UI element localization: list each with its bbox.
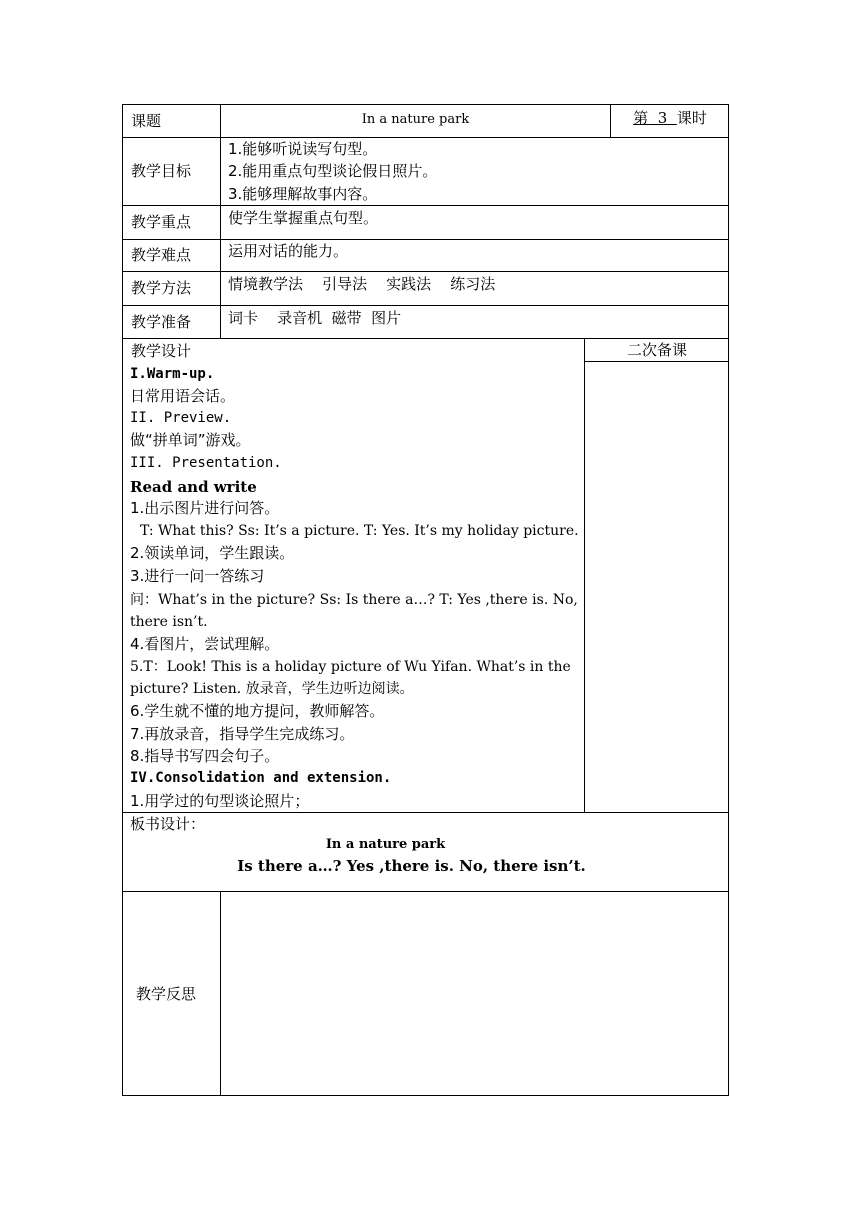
presentation-title: III. Presentation.: [130, 455, 282, 471]
step-dialog: T: What this? Ss: It’s a picture. T: Yes. It’s my holiday picture.: [140, 523, 579, 539]
objective-item: 2.能用重点句型谈论假日照片。: [228, 162, 438, 180]
lesson-number: [611, 107, 729, 128]
reflection-content: [222, 893, 727, 1094]
step-dialog: there isn’t.: [130, 614, 208, 630]
row-divider: [122, 812, 729, 813]
preparation-label: 教学准备: [131, 313, 192, 331]
step-text: 1.出示图片进行问答。: [130, 499, 280, 517]
key-points-label: 教学重点: [131, 213, 192, 231]
consolidation-title: IV.Consolidation and extension.: [130, 770, 392, 786]
row-divider: [122, 305, 729, 306]
design-label: 教学设计: [131, 342, 192, 360]
preparation-text: 词卡 录音机 磁带 图片: [228, 309, 402, 327]
key-points-text: 使学生掌握重点句型。: [228, 209, 379, 227]
step-text: picture? Listen. 放录音，学生边听边阅读。: [130, 681, 414, 697]
board-title: In a nature park: [325, 837, 446, 852]
row-divider: [122, 891, 729, 892]
column-divider: [220, 891, 221, 1096]
warmup-text: 日常用语会话。: [130, 387, 236, 405]
preview-text: 做“拼单词”游戏。: [130, 431, 251, 449]
step-text: 6.学生就不懂的地方提问，教师解答。: [130, 702, 385, 720]
step-text: 7.再放录音，指导学生完成练习。: [130, 725, 355, 743]
row-divider: [122, 338, 729, 339]
row-divider: [122, 205, 729, 206]
column-divider: [584, 338, 585, 812]
lesson-prefix: 第: [633, 109, 649, 127]
board-sentence: Is there a…? Yes ,there is. No, there isn’t.: [237, 857, 586, 875]
second-prep-label: 二次备课: [626, 341, 687, 359]
step-text: 3.进行一问一答练习: [130, 567, 265, 585]
objective-item: 3.能够理解故事内容。: [228, 185, 378, 203]
lesson-number-value: 3: [657, 109, 668, 127]
board-label: 板书设计：: [130, 815, 206, 833]
objectives-label: 教学目标: [131, 162, 192, 180]
reflection-label: 教学反思: [136, 985, 197, 1003]
column-divider: [220, 104, 221, 338]
lesson-suffix: 课时: [676, 109, 707, 127]
step-text: 8.指导书写四会句子。: [130, 747, 280, 765]
row-divider: [122, 271, 729, 272]
difficulties-label: 教学难点: [131, 246, 192, 264]
step-text: 5.T：Look! This is a holiday picture of Wu Yifan. What’s in the: [130, 659, 571, 675]
methods-text: 情境教学法 引导法 实践法 练习法: [228, 275, 496, 293]
row-divider: [584, 361, 729, 362]
preview-title: II. Preview.: [130, 410, 232, 426]
read-write-title: Read and write: [130, 478, 257, 496]
topic-label: 课题: [131, 112, 162, 130]
row-divider: [122, 137, 729, 138]
step-text: 2.领读单词，学生跟读。: [130, 544, 295, 562]
objective-item: 1.能够听说读写句型。: [228, 140, 378, 158]
row-divider: [122, 239, 729, 240]
step-text: 4.看图片，尝试理解。: [130, 635, 280, 653]
warmup-title: I.Warm-up.: [130, 366, 215, 382]
step-text: 1.用学过的句型谈论照片；: [130, 792, 310, 810]
methods-label: 教学方法: [131, 279, 192, 297]
topic-title: In a nature park: [361, 112, 470, 127]
difficulties-text: 运用对话的能力。: [228, 242, 349, 260]
step-dialog: 问：What’s in the picture? Ss: Is there a…? T: Yes ,there is. No,: [130, 592, 578, 608]
